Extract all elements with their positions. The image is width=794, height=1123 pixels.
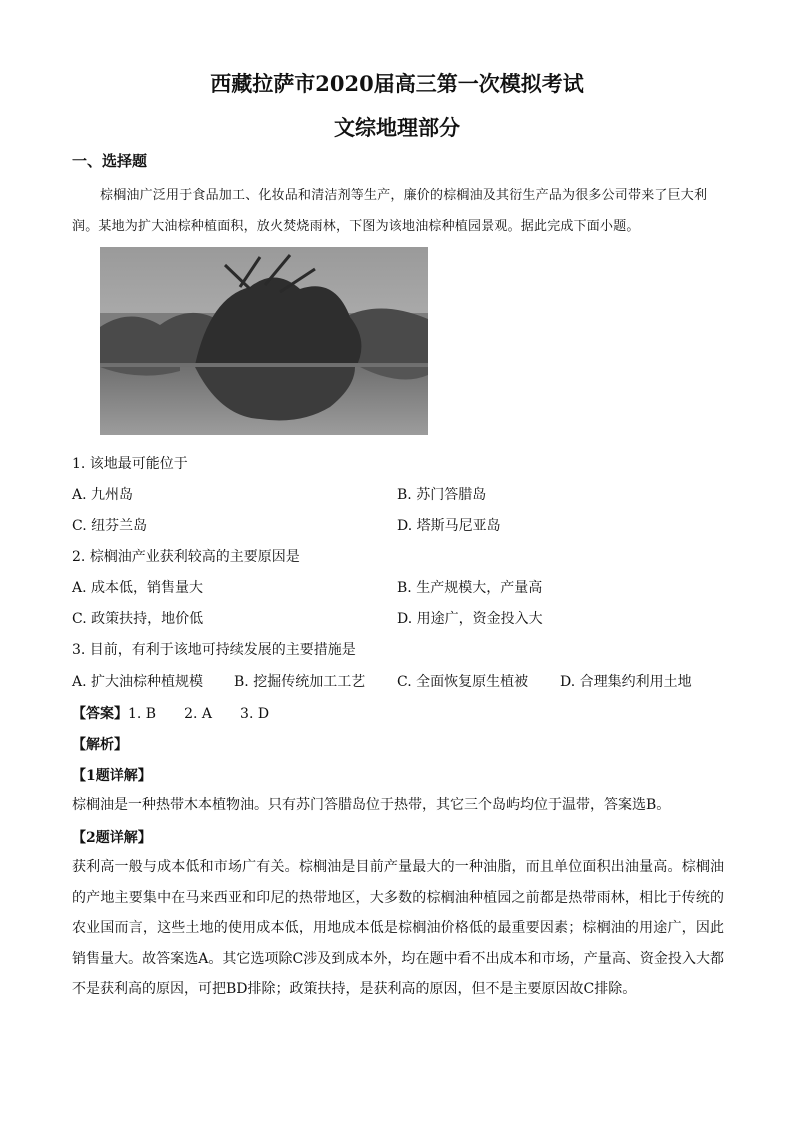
question-1-option-b: B. 苏门答腊岛 (397, 487, 487, 503)
question-3-option-b: B. 挖掘传统加工工艺 (234, 674, 366, 690)
question-3-option-d: D. 合理集约利用土地 (560, 674, 692, 690)
question-2-option-d: D. 用途广，资金投入大 (397, 611, 543, 627)
page-title: 西藏拉萨市2020届高三第一次模拟考试 (210, 71, 584, 96)
question-2-option-a: A. 成本低，销售量大 (72, 580, 204, 596)
answer-2: 2. A (184, 706, 213, 722)
question-2-stem: 2. 棕榈油产业获利较高的主要原因是 (72, 549, 300, 565)
detail-2-label: 【2题详解】 (72, 830, 152, 846)
question-2-option-c: C. 政策扶持，地价低 (72, 611, 204, 627)
answer-row (72, 703, 269, 723)
question-1-option-c: C. 纽芬兰岛 (72, 518, 148, 534)
question-1-option-d: D. 塔斯马尼亚岛 (397, 518, 501, 534)
detail-1-label: 【1题详解】 (72, 768, 152, 784)
page-subtitle: 文综地理部分 (334, 115, 460, 140)
question-1-stem: 1. 该地最可能位于 (72, 456, 188, 472)
palm-plantation-photo (100, 247, 428, 435)
answer-label: 【答案】 (72, 706, 128, 722)
detail-2-text: 获利高一般与成本低和市场广有关。棕榈油是目前产量最大的一种油脂，而且单位面积出油量高。棕榈油的产地主要集中在马来西亚和印尼的热带地区，大多数的棕榈油种植园之前都是热带雨林，相比于传统的农业国而言，这些土地的使用成本低，用地成本低是棕榈油价格低的最重要因素；棕榈油的用途广，因此销售量大。故答案选A。其它选项除C涉及到成本外，均在题中看不出成本和市场，产量高、资金投入大都不是获利高的原因，可把BD排除；政策扶持，是获利高的原因，但不是主要原因故C排除。 (72, 859, 724, 997)
question-3-option-a: A. 扩大油棕种植规模 (72, 674, 204, 690)
section-heading: 一、选择题 (72, 152, 148, 170)
analysis-label: 【解析】 (72, 737, 128, 753)
intro-paragraph: 棕榈油广泛用于食品加工、化妆品和清洁剂等生产，廉价的棕榈油及其衍生产品为很多公司带来了巨大利润。某地为扩大油棕种植面积，放火焚烧雨林，下图为该地油棕种植园景观。据此完成下面小题。 (72, 188, 708, 234)
question-3-stem: 3. 目前，有利于该地可持续发展的主要措施是 (72, 642, 356, 658)
detail-1-text: 棕榈油是一种热带木本植物油。只有苏门答腊岛位于热带，其它三个岛屿均位于温带，答案选B。 (72, 797, 671, 813)
question-3-option-c: C. 全面恢复原生植被 (397, 674, 529, 690)
answer-1: 1. B (128, 706, 157, 722)
question-2-option-b: B. 生产规模大，产量高 (397, 580, 543, 596)
question-1-option-a: A. 九州岛 (72, 487, 134, 503)
answer-3: 3. D (240, 706, 270, 722)
